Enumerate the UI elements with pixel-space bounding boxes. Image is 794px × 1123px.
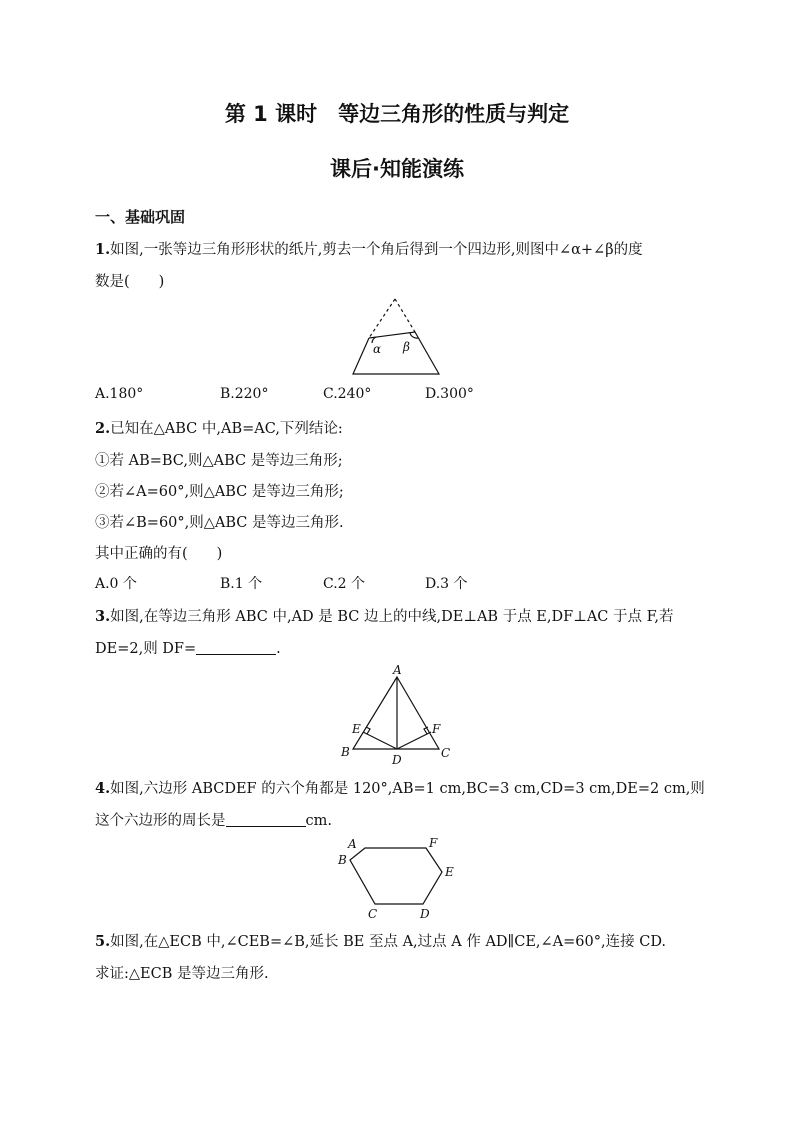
label-e: E: [352, 722, 361, 736]
answer-blank[interactable]: [196, 640, 276, 655]
question-text: 如图,六边形 ABCDEF 的六个角都是 120°,AB=1 cm,BC=3 cm,CD=3 cm,DE=2 cm,则: [110, 781, 705, 797]
question-text: .: [276, 641, 281, 657]
question-text: 已知在△ABC 中,AB=AC,下列结论:: [110, 421, 343, 437]
label-b: B: [341, 745, 350, 759]
alpha-label: α: [373, 342, 382, 356]
question-5-line-1: [95, 930, 666, 951]
section-heading: 一、基础巩固: [95, 208, 186, 226]
page-subtitle: 课后·知能演练: [330, 157, 464, 181]
perpendicular-df: [397, 732, 431, 749]
question-text: 如图,在等边三角形 ABC 中,AD 是 BC 边上的中线,DE⊥AB 于点 E,DF⊥AC 于点 F,若: [110, 609, 674, 625]
question-text: 如图,在△ECB 中,∠CEB=∠B,延长 BE 至点 A,过点 A 作 AD∥CE,∠A=60°,连接 CD.: [110, 934, 667, 950]
label-e: E: [445, 865, 454, 879]
question-number: 5.: [95, 933, 111, 950]
label-f: F: [429, 836, 438, 850]
page-title: 第 1 课时 等边三角形的性质与判定: [224, 102, 570, 126]
label-d: D: [420, 907, 430, 921]
q2-statement-3: ③若∠B=60°,则△ABC 是等边三角形.: [95, 515, 344, 531]
label-b: B: [338, 853, 347, 867]
quadrilateral-outline: [353, 332, 439, 374]
label-f: F: [432, 722, 441, 736]
question-2-line-1: [95, 417, 343, 438]
question-text: cm.: [305, 813, 332, 829]
question-3-line-2: [95, 637, 281, 658]
q2-statement-1: ①若 AB=BC,则△ABC 是等边三角形;: [95, 453, 343, 469]
equilateral-triangle-figure: [335, 663, 455, 768]
cut-corner-left-edge: [369, 299, 395, 338]
hexagon-figure: [330, 832, 465, 922]
beta-label: β: [403, 340, 410, 354]
question-number: 4.: [95, 780, 111, 797]
cut-corner-right-edge: [395, 299, 415, 332]
question-text: 如图,一张等边三角形形状的纸片,剪去一个角后得到一个四边形,则图中∠α+∠β的度: [110, 242, 643, 258]
q2-statement-2: ②若∠A=60°,则△ABC 是等边三角形;: [95, 484, 344, 500]
answer-blank[interactable]: [226, 812, 306, 827]
question-number: 2.: [95, 420, 111, 437]
question-1-line-1: [95, 238, 643, 259]
question-4-line-1: [95, 777, 705, 798]
question-5-line-2: 求证:△ECB 是等边三角形.: [95, 966, 269, 982]
q1-option-c: C.240°: [323, 386, 372, 402]
label-c: C: [441, 746, 451, 760]
q2-option-b: B.1 个: [220, 576, 263, 592]
question-text: DE=2,则 DF=: [95, 641, 197, 657]
q2-option-d: D.3 个: [425, 576, 468, 592]
hexagon-abcdef: [350, 848, 442, 904]
question-1-line-2: 数是( ): [95, 274, 165, 290]
label-d: D: [392, 753, 402, 767]
label-a: A: [393, 663, 402, 677]
label-c: C: [368, 907, 378, 921]
question-text: 这个六边形的周长是: [95, 813, 226, 829]
question-4-line-2: [95, 809, 332, 830]
q2-ask: 其中正确的有( ): [95, 546, 223, 562]
perpendicular-de: [363, 732, 397, 749]
q1-option-d: D.300°: [425, 386, 474, 402]
label-a: A: [348, 837, 357, 851]
question-number: 3.: [95, 608, 111, 625]
question-number: 1.: [95, 241, 111, 258]
q1-option-a: A.180°: [95, 386, 144, 402]
triangle-abc: [353, 677, 439, 749]
question-3-line-1: [95, 605, 674, 626]
q2-option-c: C.2 个: [323, 576, 366, 592]
q1-option-b: B.220°: [220, 386, 269, 402]
right-angle-mark-e: [366, 727, 370, 734]
cut-triangle-figure: [345, 296, 450, 378]
q2-option-a: A.0 个: [95, 576, 137, 592]
